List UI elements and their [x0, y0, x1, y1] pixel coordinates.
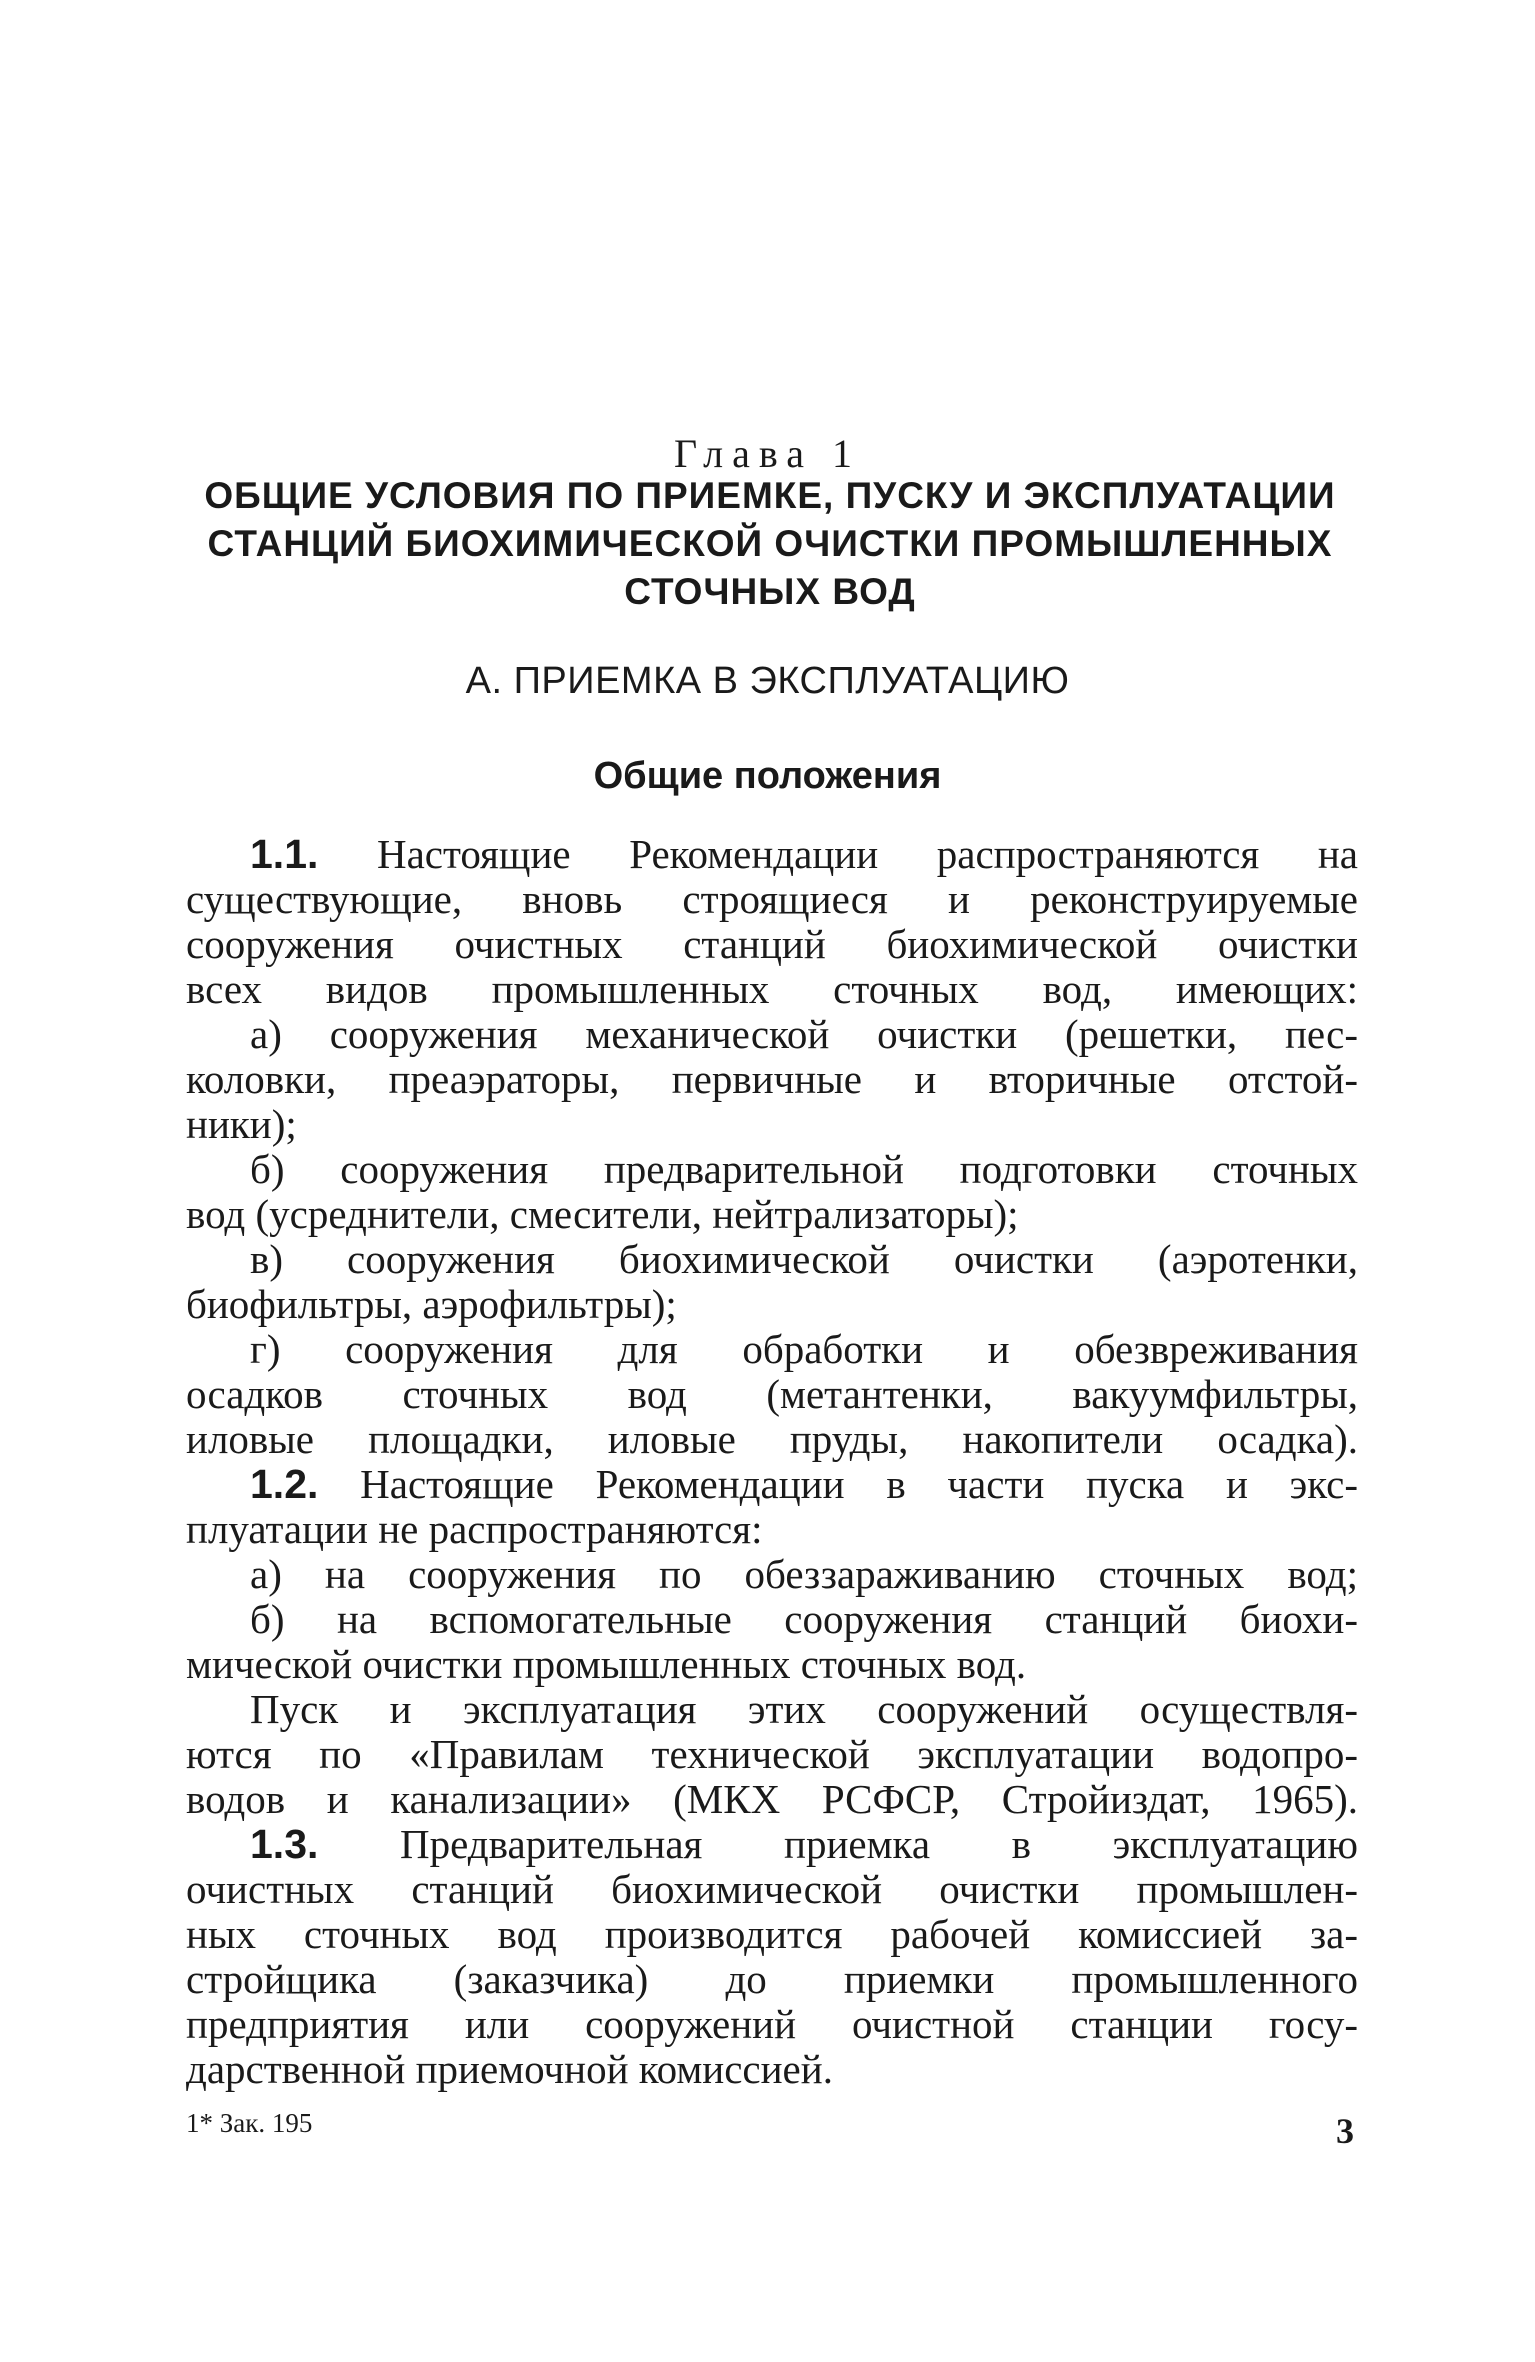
- clause-number: 1.3.: [250, 1821, 319, 1867]
- body-text: [186, 832, 1358, 2092]
- text-line: биофильтры, аэрофильтры);: [186, 1281, 677, 1327]
- text-line: ются по «Правилам технической эксплуатации водопро-: [186, 1731, 1358, 1777]
- text-line: осадков сточных вод (метантенки, вакуумфильтры,: [186, 1371, 1358, 1417]
- chapter-title: [180, 472, 1360, 616]
- text-line: [186, 1462, 1358, 1507]
- chapter-title-line: СТАНЦИЙ БИОХИМИЧЕСКОЙ ОЧИСТКИ ПРОМЫШЛЕННЫХ: [207, 523, 1333, 564]
- text-line: вод (усреднители, смесители, нейтрализаторы);: [186, 1191, 1019, 1237]
- chapter-label: Глава 1: [674, 431, 861, 476]
- text-line: плуатации не распространяются:: [186, 1506, 763, 1552]
- text-line: б) сооружения предварительной подготовки сточных: [250, 1146, 1358, 1192]
- text-line: всех видов промышленных сточных вод, имеющих:: [186, 966, 1358, 1012]
- text-line: ных сточных вод производится рабочей комиссией за-: [186, 1911, 1358, 1957]
- text-line-content: Предварительная приемка в эксплуатацию: [318, 1821, 1358, 1867]
- text-line: б) на вспомогательные сооружения станций биохи-: [250, 1596, 1358, 1642]
- text-line: иловые площадки, иловые пруды, накопители осадка).: [186, 1416, 1358, 1462]
- text-line: [186, 832, 1358, 877]
- text-line: ники);: [186, 1101, 297, 1147]
- print-order-mark: 1* Зак. 195: [186, 2108, 313, 2138]
- clause-number: 1.1.: [250, 831, 319, 877]
- text-line-content: Настоящие Рекомендации в части пуска и экс-: [318, 1461, 1358, 1507]
- page-number: 3: [1336, 2111, 1354, 2151]
- text-line: а) сооружения механической очистки (решетки, пес-: [250, 1011, 1358, 1057]
- text-line: дарственной приемочной комиссией.: [186, 2046, 833, 2092]
- subsection-title: Общие положения: [593, 755, 942, 797]
- chapter-title-line: СТОЧНЫХ ВОД: [624, 571, 916, 612]
- text-line-content: Настоящие Рекомендации распространяются на: [318, 831, 1358, 877]
- text-line: существующие, вновь строящиеся и реконструируемые: [186, 876, 1358, 922]
- text-line: сооружения очистных станций биохимической очистки: [186, 921, 1358, 967]
- chapter-title-line: ОБЩИЕ УСЛОВИЯ ПО ПРИЕМКЕ, ПУСКУ И ЭКСПЛУАТАЦИИ: [204, 475, 1336, 516]
- text-line: мической очистки промышленных сточных вод.: [186, 1641, 1027, 1687]
- text-line: Пуск и эксплуатация этих сооружений осуществля-: [250, 1686, 1358, 1732]
- text-line: очистных станций биохимической очистки промышлен-: [186, 1866, 1358, 1912]
- text-line: предприятия или сооружений очистной станции госу-: [186, 2001, 1358, 2047]
- text-line: водов и канализации» (МКХ РСФСР, Стройиздат, 1965).: [186, 1776, 1358, 1822]
- text-line: стройщика (заказчика) до приемки промышленного: [186, 1956, 1358, 2002]
- text-line: коловки, преаэраторы, первичные и вторичные отстой-: [186, 1056, 1358, 1102]
- text-line: г) сооружения для обработки и обезвреживания: [250, 1326, 1358, 1372]
- text-line: а) на сооружения по обеззараживанию сточных вод;: [250, 1551, 1358, 1597]
- text-line: [186, 1822, 1358, 1867]
- clause-number: 1.2.: [250, 1461, 319, 1507]
- text-line: в) сооружения биохимической очистки (аэротенки,: [250, 1236, 1358, 1282]
- section-title: А. ПРИЕМКА В ЭКСПЛУАТАЦИЮ: [465, 660, 1070, 702]
